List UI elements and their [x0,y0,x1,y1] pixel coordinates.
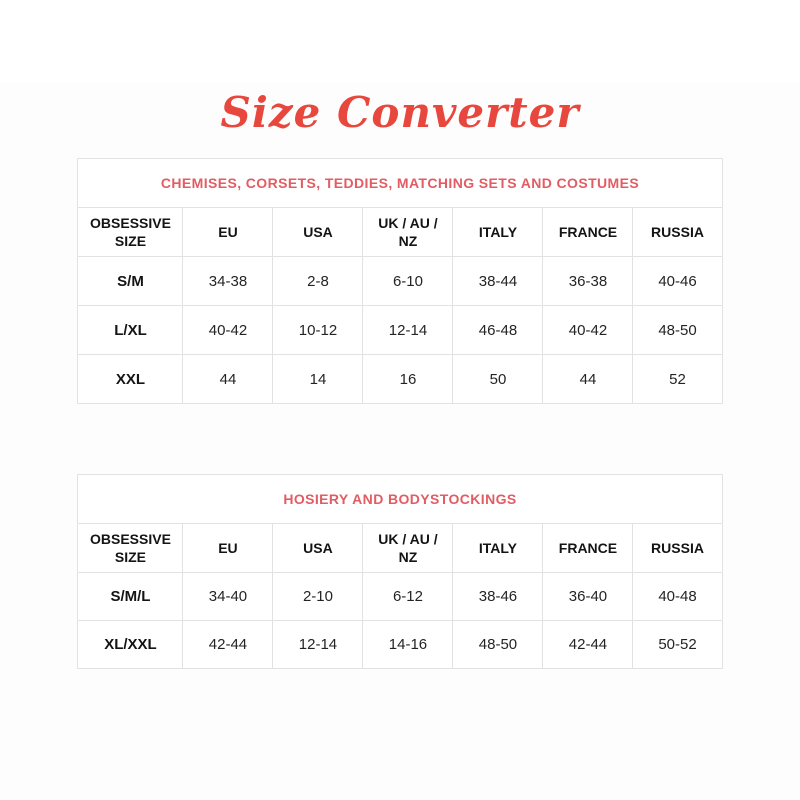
size-value-cell: 42-44 [543,621,633,669]
table-row [78,355,722,404]
size-value-cell: 44 [183,355,273,404]
table-title-row [78,475,722,524]
size-value-cell: 48-50 [633,306,722,355]
size-value-cell: 44 [543,355,633,404]
size-value-cell: 50 [453,355,543,404]
size-value-cell: 12-14 [363,306,453,355]
col-header-eu: EU [183,208,273,257]
col-header-italy: ITALY [453,524,543,573]
size-value-cell: 2-10 [273,573,363,621]
col-header-france: FRANCE [543,208,633,257]
size-value-cell: 14-16 [363,621,453,669]
size-value-cell: 34-38 [183,257,273,306]
size-value-cell: 50-52 [633,621,722,669]
size-value-cell: 38-46 [453,573,543,621]
size-table-chemises [77,158,722,404]
column-header-row [78,524,722,573]
table-title: CHEMISES, CORSETS, TEDDIES, MATCHING SETS AND COSTUMES [78,159,722,208]
col-header-russia: RUSSIA [633,524,722,573]
size-label-cell: L/XL [78,306,183,355]
col-header-obsessive-size: OBSESSIVE SIZE [78,208,183,257]
col-header-france: FRANCE [543,524,633,573]
size-value-cell: 48-50 [453,621,543,669]
col-header-usa: USA [273,208,363,257]
table-row [78,306,722,355]
col-header-usa: USA [273,524,363,573]
size-value-cell: 2-8 [273,257,363,306]
size-value-cell: 14 [273,355,363,404]
size-table-hosiery [77,474,722,669]
col-header-uk-au-nz: UK / AU / NZ [363,524,453,573]
table-title-row [78,159,722,208]
column-header-row [78,208,722,257]
size-value-cell: 46-48 [453,306,543,355]
size-value-cell: 6-12 [363,573,453,621]
size-value-cell: 40-42 [543,306,633,355]
table-row [78,257,722,306]
size-value-cell: 40-42 [183,306,273,355]
page-title: Size Converter [220,88,580,137]
size-value-cell: 10-12 [273,306,363,355]
table-row [78,573,722,621]
col-header-eu: EU [183,524,273,573]
size-label-cell: XL/XXL [78,621,183,669]
size-value-cell: 12-14 [273,621,363,669]
col-header-uk-au-nz: UK / AU / NZ [363,208,453,257]
col-header-russia: RUSSIA [633,208,722,257]
table-title: HOSIERY AND BODYSTOCKINGS [78,475,722,524]
size-value-cell: 42-44 [183,621,273,669]
size-label-cell: S/M [78,257,183,306]
col-header-obsessive-size: OBSESSIVE SIZE [78,524,183,573]
size-value-cell: 6-10 [363,257,453,306]
col-header-italy: ITALY [453,208,543,257]
size-value-cell: 40-46 [633,257,722,306]
size-label-cell: XXL [78,355,183,404]
size-value-cell: 36-40 [543,573,633,621]
table-row [78,621,722,669]
size-value-cell: 52 [633,355,722,404]
size-value-cell: 16 [363,355,453,404]
size-value-cell: 34-40 [183,573,273,621]
size-label-cell: S/M/L [78,573,183,621]
size-value-cell: 36-38 [543,257,633,306]
size-value-cell: 38-44 [453,257,543,306]
size-value-cell: 40-48 [633,573,722,621]
